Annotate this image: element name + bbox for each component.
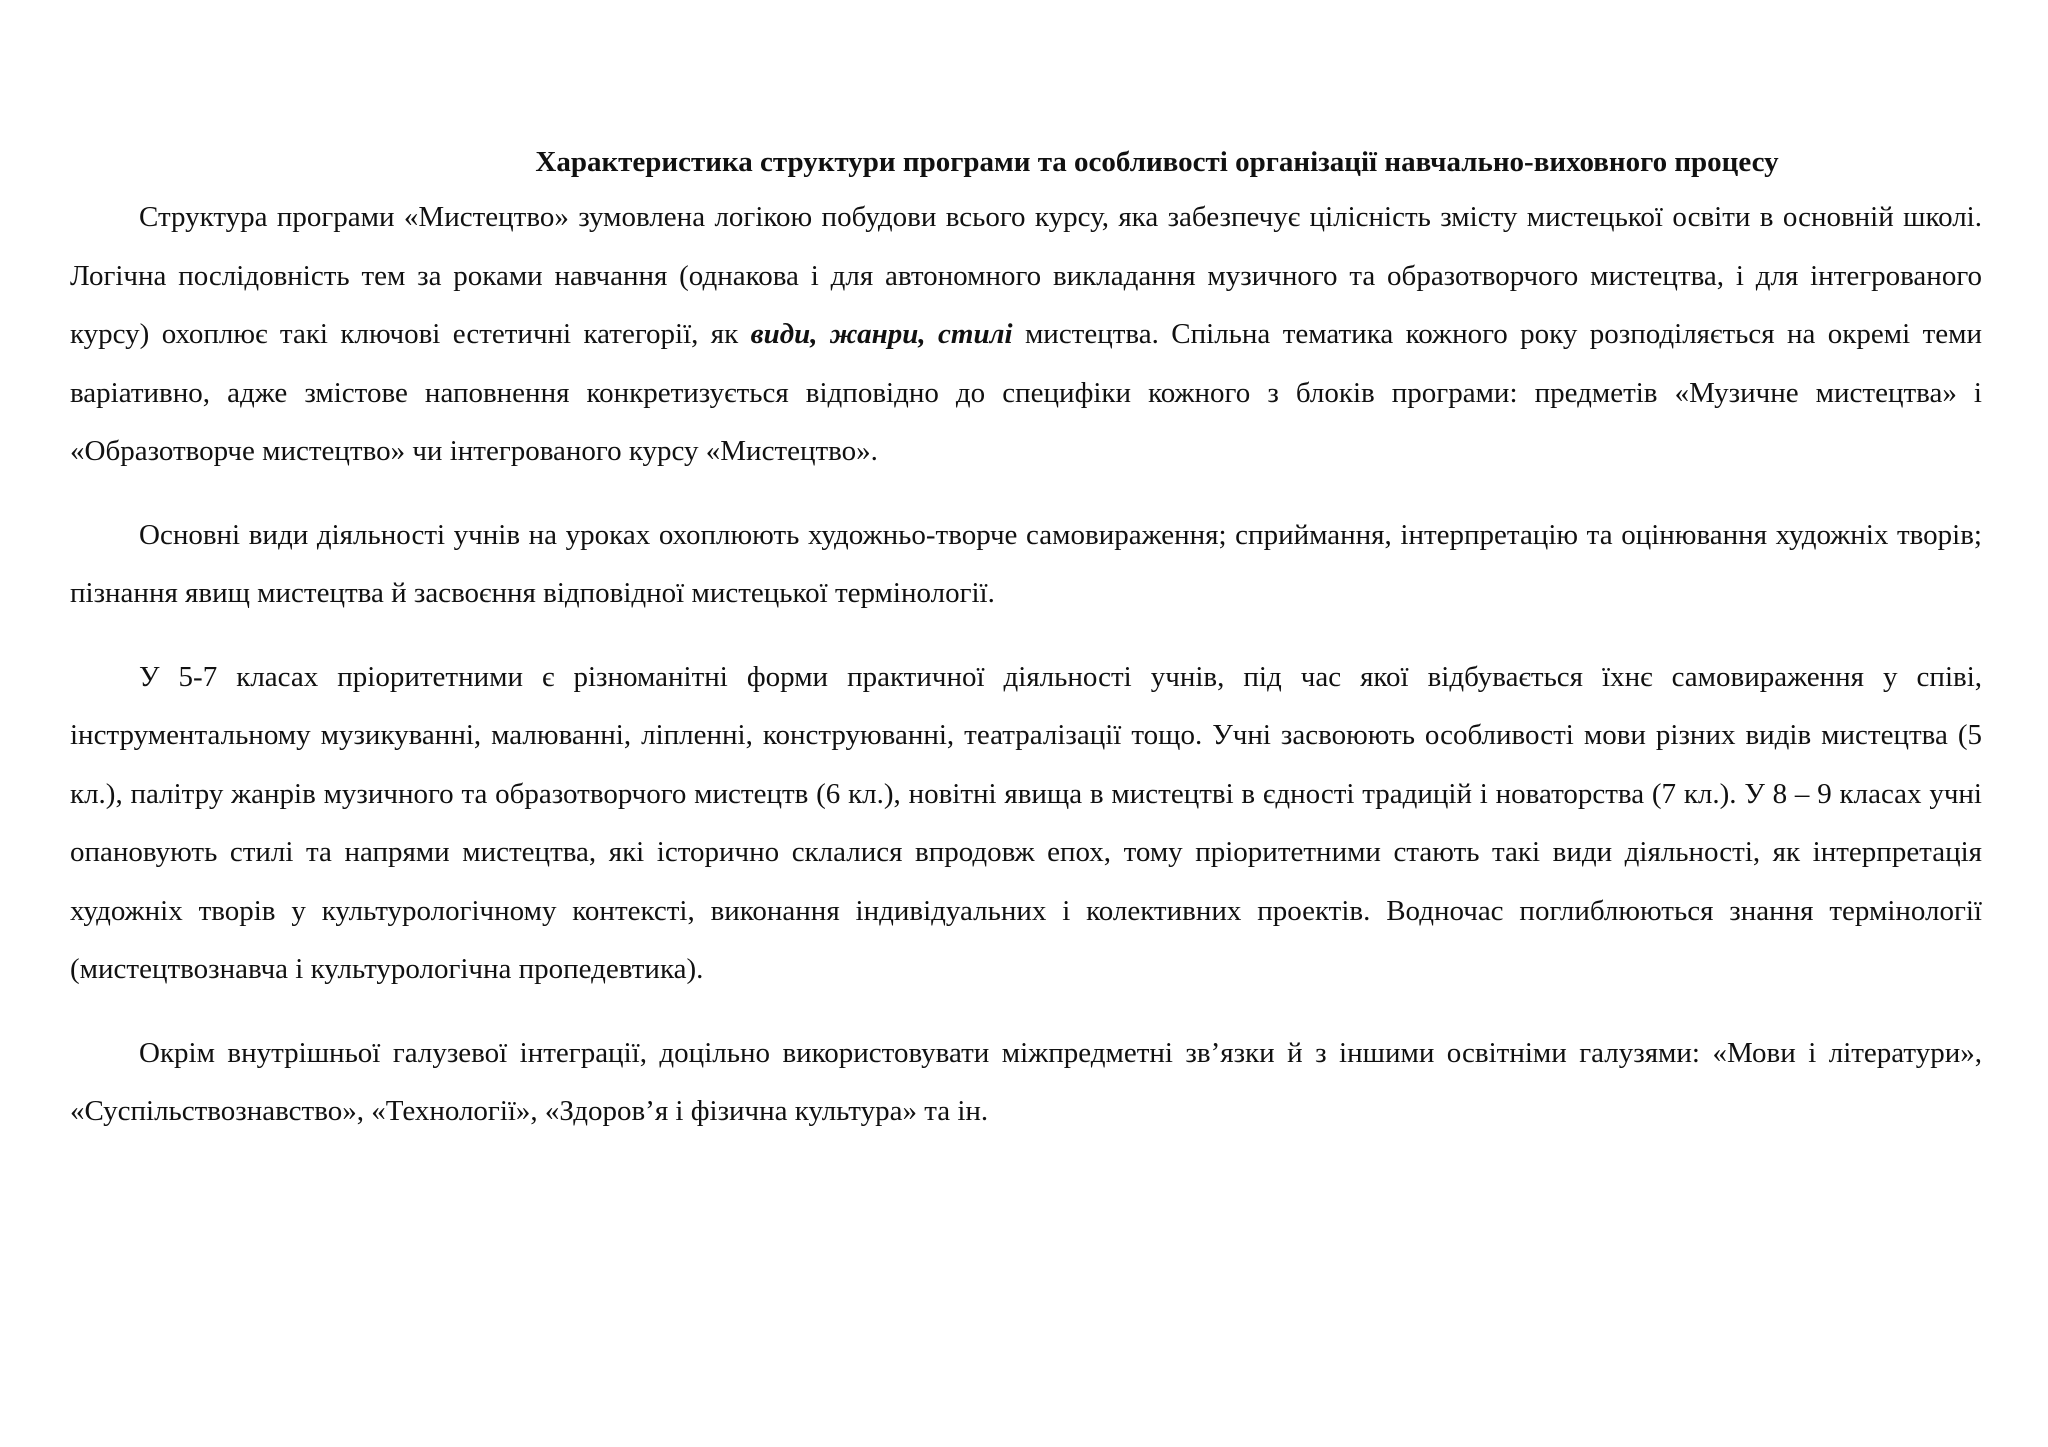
document-title: Характеристика структури програми та особливості організації навчально-виховного процесу bbox=[535, 146, 1779, 178]
document-page bbox=[70, 138, 1982, 1166]
paragraph-activities: Основні види діяльності учнів на уроках охоплюють художньо-творче самовираження; сприймання, інтерпретацію та оцінювання художніх творів; пізнання явищ мистецтва й засвоєння відповідної мистецької термінології. bbox=[70, 518, 1982, 609]
paragraph-structure-text-before: Структура програми «Мистецтво» зумовлена логікою побудови всього курсу, яка забезпечує цілісність змісту мистецької освіти в основній школі. Логічна послідовність тем за роками навчання (однакова і для автономного викладання музичного та образотворчого мистецтва, і для інтегрованого курсу) охоплює такі ключові естетичні категорії, як bbox=[70, 201, 1982, 350]
paragraph-structure-emphasis: види, жанри, стилі bbox=[750, 318, 1013, 350]
paragraph-integration: Окрім внутрішньої галузевої інтеграції, доцільно використовувати міжпредметні зв’язки й з іншими освітніми галузями: «Мови і літератури», «Суспільствознавство», «Технології», «Здоров’я і фізична культура» та ін. bbox=[70, 1036, 1982, 1127]
paragraph-structure bbox=[70, 188, 1982, 481]
paragraph-structure-text-after: мистецтва. Спільна тематика кожного року розподіляється на окремі теми варіативно, адже змістове наповнення конкретизується відповідно до специфіки кожного з блоків програми: предметів «Музичне мистецтва» і «Образотворче мистецтво» чи інтегрованого курсу «Мистецтво». bbox=[70, 318, 1982, 467]
paragraph-grades: У 5-7 класах пріоритетними є різноманітні форми практичної діяльності учнів, під час якої відбувається їхнє самовираження у співі, інструментальному музикуванні, малюванні, ліпленні, конструюванні, театралізації тощо. Учні засвоюють особливості мови різних видів мистецтва (5 кл.), палітру жанрів музичного та образотворчого мистецтв (6 кл.), новітні явища в мистецтві в єдності традицій і новаторства (7 кл.). У 8 – 9 класах учні опановують стилі та напрями мистецтва, які історично склалися впродовж епох, тому пріоритетними стають такі види діяльності, як інтерпретація художніх творів у культурологічному контексті, виконання індивідуальних і колективних проектів. Водночас поглиблюються знання термінології (мистецтвознавча і культурологічна пропедевтика). bbox=[70, 660, 1982, 985]
